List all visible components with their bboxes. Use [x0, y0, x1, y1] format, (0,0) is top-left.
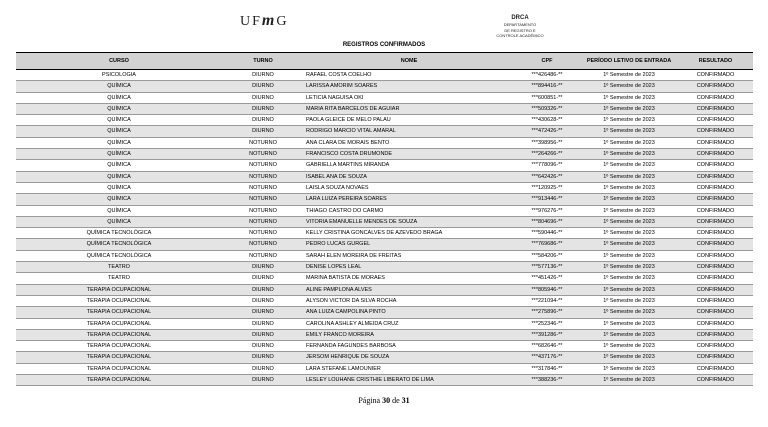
- document-subtitle: REGISTROS CONFIRMADOS: [342, 42, 426, 48]
- cell-turno: DIURNO: [222, 103, 304, 114]
- cell-resultado: CONFIRMADO: [678, 295, 753, 306]
- cell-periodo: 1º Semestre de 2023: [580, 205, 678, 216]
- cell-curso: QUÍMICA: [16, 92, 222, 103]
- cell-resultado: CONFIRMADO: [678, 160, 753, 171]
- cell-turno: DIURNO: [222, 307, 304, 318]
- dept-line: DEPARTAMENTO: [503, 22, 537, 27]
- cell-cpf: ***252346-**: [514, 318, 580, 329]
- logo-text-g: G: [276, 14, 289, 29]
- cell-curso: TEATRO: [16, 273, 222, 284]
- table-row: [16, 171, 753, 182]
- table-header-row: [16, 53, 753, 70]
- department-block: [470, 14, 570, 39]
- total-pages: 31: [401, 396, 410, 405]
- table-body: [16, 70, 753, 386]
- cell-cpf: ***805946-**: [514, 284, 580, 295]
- cell-periodo: 1º Semestre de 2023: [580, 194, 678, 205]
- cell-nome: LARA STEFANE LAMOUNIER: [304, 363, 514, 374]
- cell-cpf: ***600851-**: [514, 92, 580, 103]
- cell-resultado: CONFIRMADO: [678, 137, 753, 148]
- cell-curso: QUÍMICA: [16, 81, 222, 92]
- cell-cpf: ***642426-**: [514, 171, 580, 182]
- cell-resultado: CONFIRMADO: [678, 284, 753, 295]
- cell-nome: ALINE PAMPLONA ALVES: [304, 284, 514, 295]
- column-header-resultado: RESULTADO: [678, 53, 753, 70]
- cell-cpf: ***275896-**: [514, 307, 580, 318]
- cell-resultado: CONFIRMADO: [678, 318, 753, 329]
- cell-nome: ANA LUIZA CAMPOLINA PINTO: [304, 307, 514, 318]
- cell-cpf: ***509326-**: [514, 103, 580, 114]
- table-row: [16, 126, 753, 137]
- cell-resultado: CONFIRMADO: [678, 126, 753, 137]
- table-row: [16, 228, 753, 239]
- cell-curso: QUÍMICA: [16, 115, 222, 126]
- cell-periodo: 1º Semestre de 2023: [580, 149, 678, 160]
- page-label: Página: [358, 396, 381, 405]
- cell-curso: TERAPIA OCUPACIONAL: [16, 363, 222, 374]
- cell-turno: NOTURNO: [222, 250, 304, 261]
- cell-cpf: ***472426-**: [514, 126, 580, 137]
- cell-resultado: CONFIRMADO: [678, 205, 753, 216]
- cell-cpf: ***388236-**: [514, 375, 580, 386]
- cell-resultado: CONFIRMADO: [678, 352, 753, 363]
- table-row: [16, 307, 753, 318]
- cell-periodo: 1º Semestre de 2023: [580, 273, 678, 284]
- dept-line: CONTROLE ACADÊMICO: [496, 33, 544, 38]
- cell-turno: DIURNO: [222, 262, 304, 273]
- cell-turno: DIURNO: [222, 81, 304, 92]
- cell-curso: QUÍMICA TECNOLÓGICA: [16, 228, 222, 239]
- table-row: [16, 194, 753, 205]
- cell-turno: DIURNO: [222, 273, 304, 284]
- cell-turno: NOTURNO: [222, 216, 304, 227]
- cell-curso: QUÍMICA: [16, 205, 222, 216]
- dept-acronym: DRCA: [511, 15, 529, 21]
- cell-curso: QUÍMICA TECNOLÓGICA: [16, 250, 222, 261]
- cell-turno: NOTURNO: [222, 239, 304, 250]
- table-row: [16, 363, 753, 374]
- cell-curso: QUÍMICA: [16, 149, 222, 160]
- cell-periodo: 1º Semestre de 2023: [580, 307, 678, 318]
- cell-periodo: 1º Semestre de 2023: [580, 103, 678, 114]
- page-header: [0, 0, 768, 52]
- cell-turno: DIURNO: [222, 329, 304, 340]
- table-row: [16, 81, 753, 92]
- table-row: [16, 262, 753, 273]
- cell-cpf: ***778096-**: [514, 160, 580, 171]
- cell-periodo: 1º Semestre de 2023: [580, 295, 678, 306]
- cell-curso: TERAPIA OCUPACIONAL: [16, 295, 222, 306]
- page-of: de: [392, 396, 400, 405]
- cell-cpf: ***590446-**: [514, 228, 580, 239]
- cell-turno: NOTURNO: [222, 194, 304, 205]
- cell-nome: ALYSON VICTOR DA SILVA ROCHA: [304, 295, 514, 306]
- table-row: [16, 149, 753, 160]
- cell-periodo: 1º Semestre de 2023: [580, 228, 678, 239]
- column-header-nome: NOME: [304, 53, 514, 70]
- cell-curso: TEATRO: [16, 262, 222, 273]
- cell-periodo: 1º Semestre de 2023: [580, 70, 678, 81]
- cell-periodo: 1º Semestre de 2023: [580, 115, 678, 126]
- cell-turno: DIURNO: [222, 295, 304, 306]
- cell-nome: EMILY FRANCO MOREIRA: [304, 329, 514, 340]
- cell-cpf: ***584206-**: [514, 250, 580, 261]
- cell-nome: RAFAEL COSTA COELHO: [304, 70, 514, 81]
- cell-nome: PAOLA GLEICE DE MELO PALAU: [304, 115, 514, 126]
- cell-nome: LESLEY LOUHANE CRISTHIE LIBERATO DE LIMA: [304, 375, 514, 386]
- cell-nome: DENISE LOPES LEAL: [304, 262, 514, 273]
- cell-nome: JERSOM HENRIQUE DE SOUZA: [304, 352, 514, 363]
- cell-curso: QUÍMICA: [16, 137, 222, 148]
- cell-turno: NOTURNO: [222, 182, 304, 193]
- column-header-cpf: CPF: [514, 53, 580, 70]
- cell-periodo: 1º Semestre de 2023: [580, 341, 678, 352]
- table-row: [16, 103, 753, 114]
- cell-cpf: ***804696-**: [514, 216, 580, 227]
- cell-resultado: CONFIRMADO: [678, 171, 753, 182]
- table-row: [16, 375, 753, 386]
- table-row: [16, 250, 753, 261]
- cell-cpf: ***264266-**: [514, 149, 580, 160]
- table-row: [16, 92, 753, 103]
- table-row: [16, 137, 753, 148]
- cell-periodo: 1º Semestre de 2023: [580, 318, 678, 329]
- cell-curso: TERAPIA OCUPACIONAL: [16, 307, 222, 318]
- cell-resultado: CONFIRMADO: [678, 273, 753, 284]
- cell-turno: DIURNO: [222, 318, 304, 329]
- logo-text-uf: UF: [240, 14, 262, 29]
- cell-resultado: CONFIRMADO: [678, 70, 753, 81]
- cell-nome: LARA LUIZA PEREIRA SOARES: [304, 194, 514, 205]
- cell-periodo: 1º Semestre de 2023: [580, 262, 678, 273]
- cell-resultado: CONFIRMADO: [678, 182, 753, 193]
- cell-curso: QUÍMICA: [16, 103, 222, 114]
- table-row: [16, 295, 753, 306]
- cell-nome: GABRIELLA MARTINS MIRANDA: [304, 160, 514, 171]
- cell-resultado: CONFIRMADO: [678, 194, 753, 205]
- table-row: [16, 160, 753, 171]
- table-row: [16, 205, 753, 216]
- cell-periodo: 1º Semestre de 2023: [580, 216, 678, 227]
- cell-cpf: ***430628-**: [514, 115, 580, 126]
- cell-curso: QUÍMICA: [16, 182, 222, 193]
- table-row: [16, 115, 753, 126]
- cell-turno: DIURNO: [222, 375, 304, 386]
- logo-text-m: m: [261, 12, 277, 29]
- cell-nome: PEDRO LUCAS GURGEL: [304, 239, 514, 250]
- cell-cpf: ***317846-**: [514, 363, 580, 374]
- cell-curso: TERAPIA OCUPACIONAL: [16, 318, 222, 329]
- cell-periodo: 1º Semestre de 2023: [580, 126, 678, 137]
- cell-nome: SARAH ELEN MOREIRA DE FREITAS: [304, 250, 514, 261]
- cell-resultado: CONFIRMADO: [678, 262, 753, 273]
- cell-curso: PSICOLOGIA: [16, 70, 222, 81]
- cell-resultado: CONFIRMADO: [678, 81, 753, 92]
- cell-resultado: CONFIRMADO: [678, 216, 753, 227]
- cell-curso: QUÍMICA: [16, 194, 222, 205]
- cell-curso: QUÍMICA: [16, 216, 222, 227]
- cell-resultado: CONFIRMADO: [678, 307, 753, 318]
- cell-curso: TERAPIA OCUPACIONAL: [16, 352, 222, 363]
- cell-cpf: ***391286-**: [514, 329, 580, 340]
- cell-turno: DIURNO: [222, 352, 304, 363]
- cell-cpf: ***398956-**: [514, 137, 580, 148]
- current-page: 30: [382, 396, 391, 405]
- cell-turno: DIURNO: [222, 92, 304, 103]
- cell-cpf: ***894416-**: [514, 81, 580, 92]
- cell-cpf: ***451426-**: [514, 273, 580, 284]
- cell-curso: TERAPIA OCUPACIONAL: [16, 284, 222, 295]
- cell-resultado: CONFIRMADO: [678, 239, 753, 250]
- cell-nome: FERNANDA FAGUNDES BARBOSA: [304, 341, 514, 352]
- cell-curso: QUÍMICA TECNOLÓGICA: [16, 239, 222, 250]
- cell-resultado: CONFIRMADO: [678, 363, 753, 374]
- cell-curso: QUÍMICA: [16, 171, 222, 182]
- cell-periodo: 1º Semestre de 2023: [580, 363, 678, 374]
- cell-periodo: 1º Semestre de 2023: [580, 284, 678, 295]
- cell-nome: KELLY CRISTINA GONCALVES DE AZEVEDO BRAGA: [304, 228, 514, 239]
- cell-nome: MARINA BATISTA DE MORAES: [304, 273, 514, 284]
- cell-nome: FRANCISCO COSTA DRUMONDE: [304, 149, 514, 160]
- table-row: [16, 182, 753, 193]
- cell-curso: QUÍMICA: [16, 126, 222, 137]
- cell-turno: NOTURNO: [222, 228, 304, 239]
- table-row: [16, 318, 753, 329]
- cell-periodo: 1º Semestre de 2023: [580, 329, 678, 340]
- cell-periodo: 1º Semestre de 2023: [580, 171, 678, 182]
- cell-turno: DIURNO: [222, 70, 304, 81]
- cell-periodo: 1º Semestre de 2023: [580, 375, 678, 386]
- cell-curso: QUÍMICA: [16, 160, 222, 171]
- cell-turno: NOTURNO: [222, 205, 304, 216]
- cell-curso: TERAPIA OCUPACIONAL: [16, 375, 222, 386]
- cell-nome: MARIA RITA BARCELOS DE AGUIAR: [304, 103, 514, 114]
- table-row: [16, 352, 753, 363]
- cell-periodo: 1º Semestre de 2023: [580, 239, 678, 250]
- registrations-table: [16, 52, 753, 386]
- column-header-turno: TURNO: [222, 53, 304, 70]
- cell-resultado: CONFIRMADO: [678, 250, 753, 261]
- cell-cpf: ***577136-**: [514, 262, 580, 273]
- table-row: [16, 329, 753, 340]
- table-row: [16, 216, 753, 227]
- cell-nome: CAROLINA ASHLEY ALMEIDA CRUZ: [304, 318, 514, 329]
- cell-nome: LETICIA NAGUISA OKI: [304, 92, 514, 103]
- table-row: [16, 341, 753, 352]
- page-number: [0, 396, 768, 405]
- table-row: [16, 273, 753, 284]
- cell-turno: NOTURNO: [222, 137, 304, 148]
- cell-cpf: ***682646-**: [514, 341, 580, 352]
- cell-nome: VITORIA EMANUELLE MENDES DE SOUZA: [304, 216, 514, 227]
- cell-turno: DIURNO: [222, 341, 304, 352]
- cell-turno: NOTURNO: [222, 149, 304, 160]
- table-row: [16, 70, 753, 81]
- cell-resultado: CONFIRMADO: [678, 115, 753, 126]
- cell-cpf: ***426486-**: [514, 70, 580, 81]
- column-header-periodo: PERÍODO LETIVO DE ENTRADA: [580, 53, 678, 70]
- cell-cpf: ***120925-**: [514, 182, 580, 193]
- cell-curso: TERAPIA OCUPACIONAL: [16, 341, 222, 352]
- cell-turno: DIURNO: [222, 115, 304, 126]
- cell-cpf: ***437176-**: [514, 352, 580, 363]
- cell-nome: LAISLA SOUZA NOVAES: [304, 182, 514, 193]
- cell-cpf: ***976276-**: [514, 205, 580, 216]
- cell-nome: ISABEL ANA DE SOUZA: [304, 171, 514, 182]
- cell-turno: NOTURNO: [222, 171, 304, 182]
- cell-turno: DIURNO: [222, 363, 304, 374]
- cell-periodo: 1º Semestre de 2023: [580, 81, 678, 92]
- cell-resultado: CONFIRMADO: [678, 149, 753, 160]
- cell-periodo: 1º Semestre de 2023: [580, 137, 678, 148]
- cell-nome: LARISSA AMORIM SOARES: [304, 81, 514, 92]
- cell-periodo: 1º Semestre de 2023: [580, 160, 678, 171]
- cell-periodo: 1º Semestre de 2023: [580, 182, 678, 193]
- cell-resultado: CONFIRMADO: [678, 228, 753, 239]
- ufmg-logo: [240, 12, 288, 30]
- cell-cpf: ***769686-**: [514, 239, 580, 250]
- cell-periodo: 1º Semestre de 2023: [580, 352, 678, 363]
- cell-turno: DIURNO: [222, 126, 304, 137]
- cell-nome: ANA CLARA DE MORAIS BENTO: [304, 137, 514, 148]
- cell-resultado: CONFIRMADO: [678, 341, 753, 352]
- table-row: [16, 239, 753, 250]
- cell-resultado: CONFIRMADO: [678, 92, 753, 103]
- cell-turno: DIURNO: [222, 284, 304, 295]
- cell-resultado: CONFIRMADO: [678, 375, 753, 386]
- cell-cpf: ***221094-**: [514, 295, 580, 306]
- cell-periodo: 1º Semestre de 2023: [580, 92, 678, 103]
- cell-periodo: 1º Semestre de 2023: [580, 250, 678, 261]
- column-header-curso: CURSO: [16, 53, 222, 70]
- cell-nome: THIAGO CASTRO DO CARMO: [304, 205, 514, 216]
- cell-resultado: CONFIRMADO: [678, 103, 753, 114]
- cell-nome: RODRIGO MARCIO VITAL AMARAL: [304, 126, 514, 137]
- cell-turno: NOTURNO: [222, 160, 304, 171]
- cell-resultado: CONFIRMADO: [678, 329, 753, 340]
- cell-curso: TERAPIA OCUPACIONAL: [16, 329, 222, 340]
- table-row: [16, 284, 753, 295]
- dept-line: DE REGISTRO E: [504, 27, 536, 33]
- cell-cpf: ***913446-**: [514, 194, 580, 205]
